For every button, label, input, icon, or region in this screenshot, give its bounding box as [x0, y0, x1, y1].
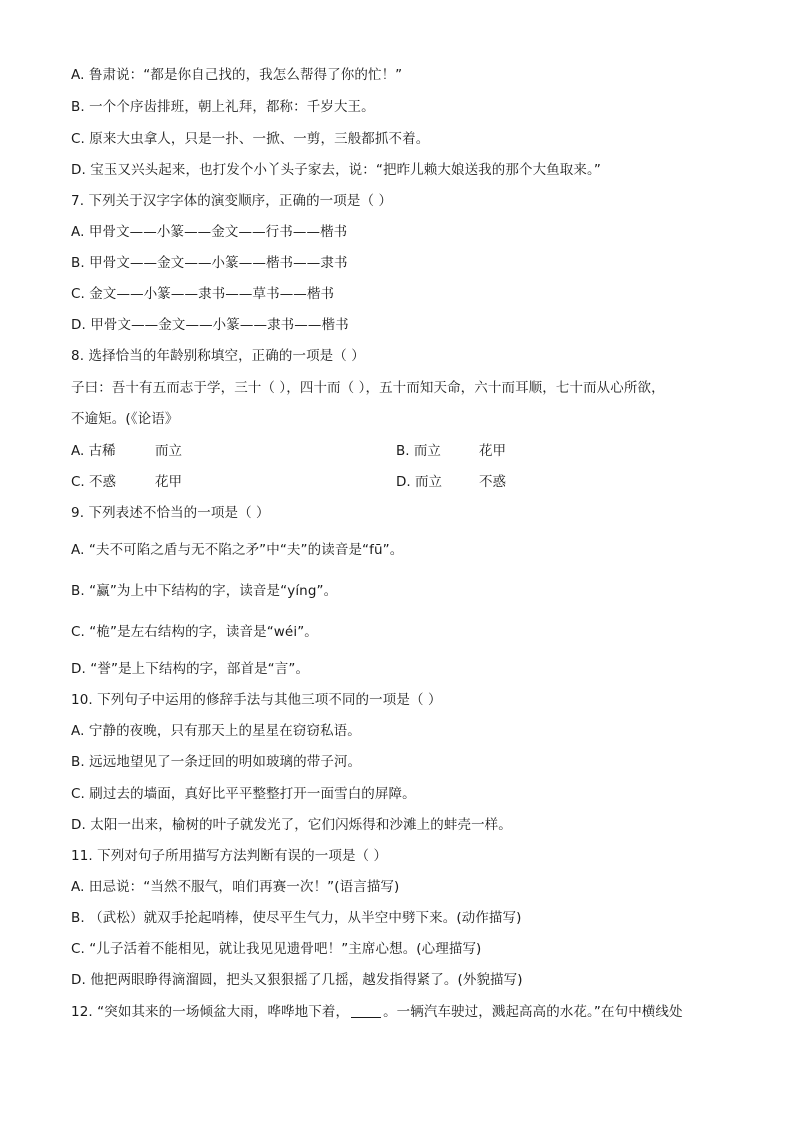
q6-option-b: B. 一个个序齿排班，朝上礼拜，都称：千岁大王。 [71, 99, 375, 115]
q10-option-b: B. 远远地望见了一条迂回的明如玻璃的带子河。 [71, 754, 362, 770]
q7-option-b: B. 甲骨文——金文——小篆——楷书——隶书 [71, 255, 348, 271]
q8-option-c-answer: 花甲 [155, 474, 182, 490]
q7-option-a: A. 甲骨文——小篆——金文——行书——楷书 [71, 224, 348, 240]
q11-option-b: B. （武松）就双手抡起哨棒，使尽平生气力，从半空中劈下来。(动作描写) [71, 910, 522, 926]
q8-option-b-answer: 花甲 [479, 443, 506, 459]
q10-option-c: C. 刷过去的墙面，真好比平平整整打开一面雪白的屏障。 [71, 786, 416, 802]
q8-stem: 8. 选择恰当的年龄别称填空，正确的一项是（ ） [71, 348, 365, 364]
q10-option-d: D. 太阳一出来，榆树的叶子就发光了，它们闪烁得和沙滩上的蚌壳一样。 [71, 817, 512, 833]
q11-option-a: A. 田忌说：“当然不服气，咱们再赛一次！”(语言描写) [71, 879, 400, 895]
q12-stem [71, 1002, 731, 1022]
q6-option-a: A. 鲁肃说：“都是你自己找的，我怎么帮得了你的忙！” [71, 67, 403, 83]
q7-option-d: D. 甲骨文——金文——小篆——隶书——楷书 [71, 317, 349, 333]
q10-option-a: A. 宁静的夜晚，只有那天上的星星在窃窃私语。 [71, 723, 361, 739]
q9-stem: 9. 下列表述不恰当的一项是（ ） [71, 505, 270, 521]
q11-option-c: C. “儿子活着不能相见，就让我见见遗骨吧！”主席心想。(心理描写) [71, 941, 482, 957]
q9-option-d: D. “誉”是上下结构的字，部首是“言”。 [71, 661, 310, 677]
q8-quote-line2: 不逾矩。(《论语》 [71, 411, 179, 427]
q11-option-d: D. 他把两眼睁得滴溜圆，把头又狠狠摇了几摇，越发指得紧了。(外貌描写) [71, 972, 523, 988]
q8-option-b-label: B. 而立 [396, 443, 441, 459]
q8-quote-line1: 子曰：吾十有五而志于学，三十（ ），四十而（ ），五十而知天命，六十而耳顺，七十而从心所欲， [71, 380, 665, 396]
q8-option-a-answer: 而立 [155, 443, 182, 459]
q12-stem-before: 12. “突如其来的一场倾盆大雨，哗哗地下着， [71, 1004, 350, 1020]
q11-stem: 11. 下列对句子所用描写方法判断有误的一项是（ ） [71, 848, 388, 864]
q12-fill-blank[interactable] [351, 1003, 381, 1018]
q8-option-d-answer: 不惑 [479, 474, 506, 490]
q6-option-d: D. 宝玉又兴头起来，也打发个小丫头子家去，说：“把昨儿赖大娘送我的那个大鱼取来。” [71, 162, 601, 178]
q9-option-a: A. “夫不可陷之盾与无不陷之矛”中“夫”的读音是“fū”。 [71, 542, 404, 558]
q7-option-c: C. 金文——小篆——隶书——草书——楷书 [71, 286, 335, 302]
q10-stem: 10. 下列句子中运用的修辞手法与其他三项不同的一项是（ ） [71, 692, 442, 708]
q6-option-c: C. 原来大虫拿人，只是一扑、一掀、一剪，三般都抓不着。 [71, 131, 430, 147]
q8-option-c-label: C. 不惑 [71, 474, 117, 490]
q8-option-d-label: D. 而立 [396, 474, 442, 490]
q12-stem-after: 。一辆汽车驶过，溅起高高的水花。”在句中横线处 [383, 1004, 683, 1020]
q9-option-b: B. “赢”为上中下结构的字，读音是“yíng”。 [71, 583, 338, 599]
q7-stem: 7. 下列关于汉字字体的演变顺序，正确的一项是（ ） [71, 193, 393, 209]
q9-option-c: C. “桅”是左右结构的字，读音是“wéi”。 [71, 624, 318, 640]
q8-option-a-label: A. 古稀 [71, 443, 116, 459]
